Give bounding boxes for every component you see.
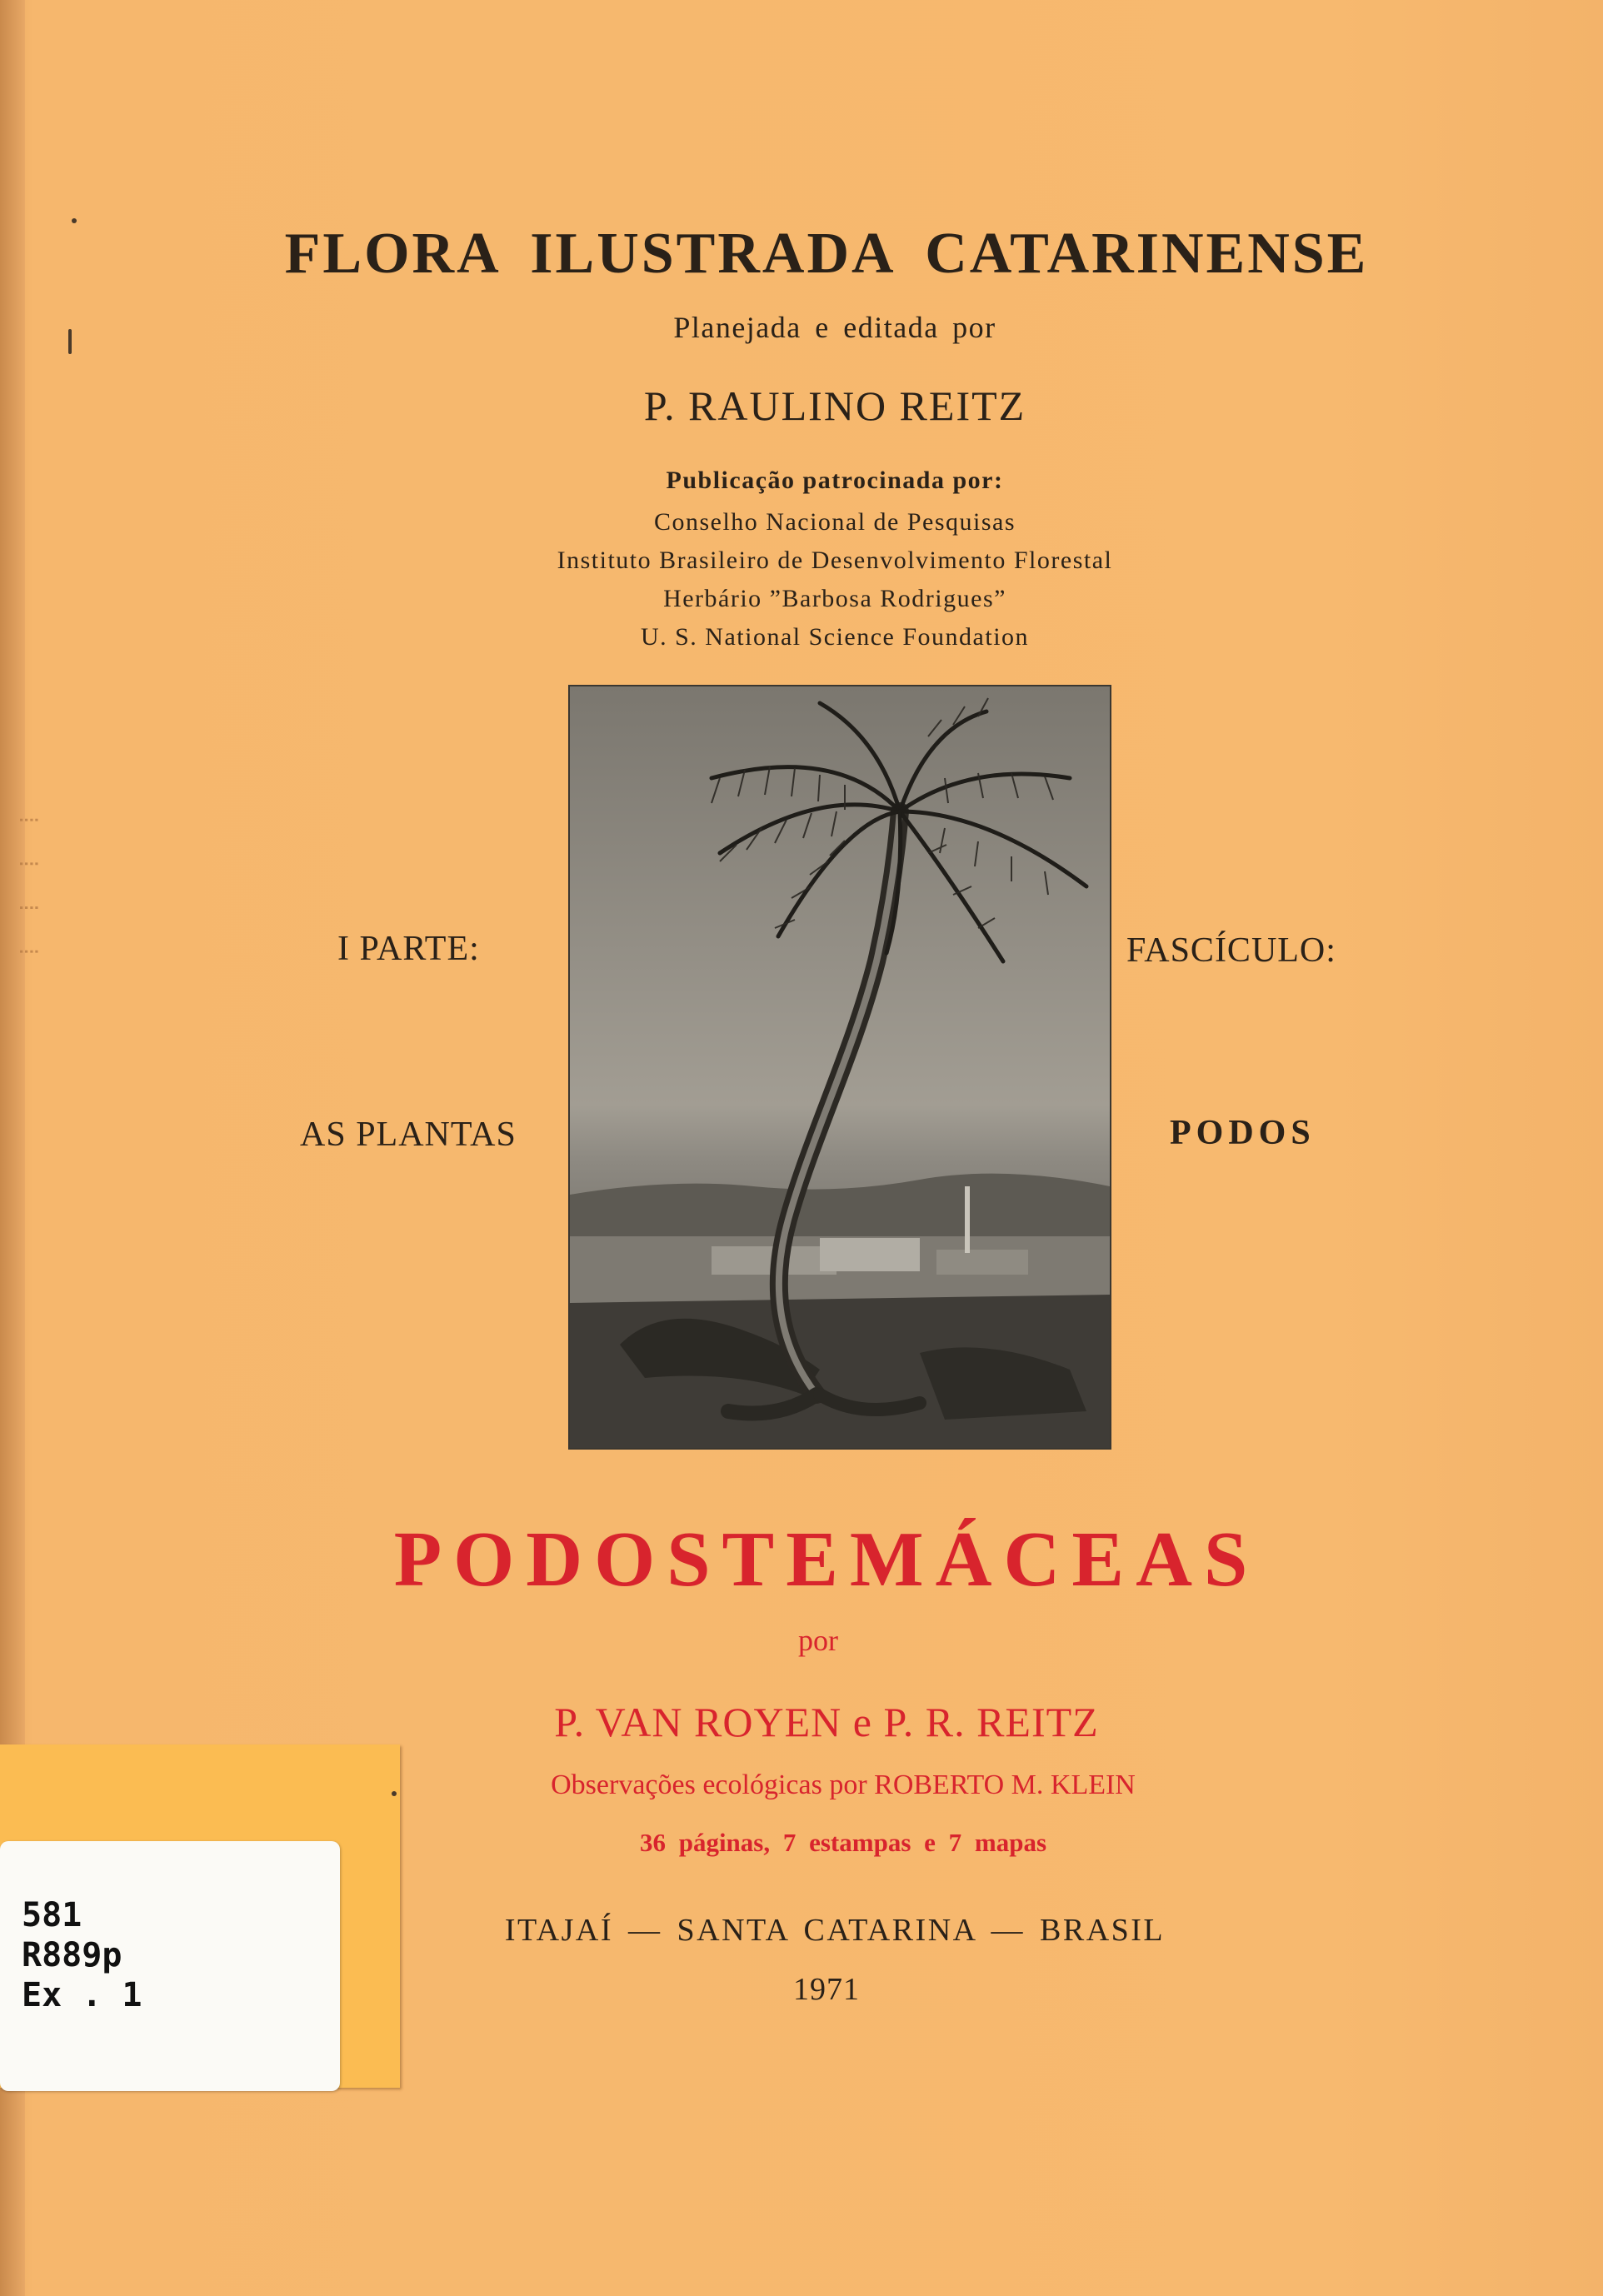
book-title: PODOSTEMÁCEAS — [393, 1516, 1260, 1603]
part-label: I PARTE: — [337, 930, 480, 968]
sponsor-item: Conselho Nacional de Pesquisas — [653, 508, 1016, 536]
series-title: FLORA ILUSTRADA CATARINENSE — [284, 222, 1369, 286]
speck — [392, 1791, 397, 1796]
palm-tree-illustration — [570, 686, 1110, 1448]
year: 1971 — [793, 1972, 860, 2007]
sponsor-item: Instituto Brasileiro de Desenvolvimento Florestal — [557, 547, 1113, 574]
fascicle-value: PODOS — [1170, 1114, 1316, 1152]
editor-name: P. RAULINO REITZ — [643, 382, 1026, 429]
place-line: ITAJAÍ — SANTA CATARINA — BRASIL — [504, 1913, 1166, 1948]
sponsor-heading: Publicação patrocinada por: — [666, 467, 1004, 494]
speck — [72, 218, 77, 223]
speck — [68, 329, 72, 354]
call-number-copy: Ex . 1 — [22, 1976, 142, 2014]
sponsor-list — [33, 503, 1603, 656]
fascicle-label: FASCÍCULO: — [1126, 931, 1336, 970]
call-number-class: 581 — [22, 1896, 82, 1934]
ecology-note: Observações ecológicas por ROBERTO M. KLEIN — [551, 1769, 1136, 1800]
spine-mark: ⁞ ⁞ ⁞ ⁞ — [14, 816, 42, 971]
part-value: AS PLANTAS — [300, 1116, 517, 1154]
palm-tree-photo — [568, 685, 1111, 1450]
by-label: por — [798, 1624, 838, 1657]
authors: P. VAN ROYEN e P. R. REITZ — [554, 1699, 1099, 1745]
sponsor-item: U. S. National Science Foundation — [640, 623, 1030, 651]
call-number-cutter: R889p — [22, 1936, 122, 1974]
extent-line: 36 páginas, 7 estampas e 7 mapas — [639, 1828, 1047, 1857]
planned-by-line: Planejada e editada por — [673, 311, 996, 344]
call-number-label — [0, 1841, 340, 2091]
sponsor-item: Herbário ”Barbosa Rodrigues” — [663, 585, 1006, 612]
